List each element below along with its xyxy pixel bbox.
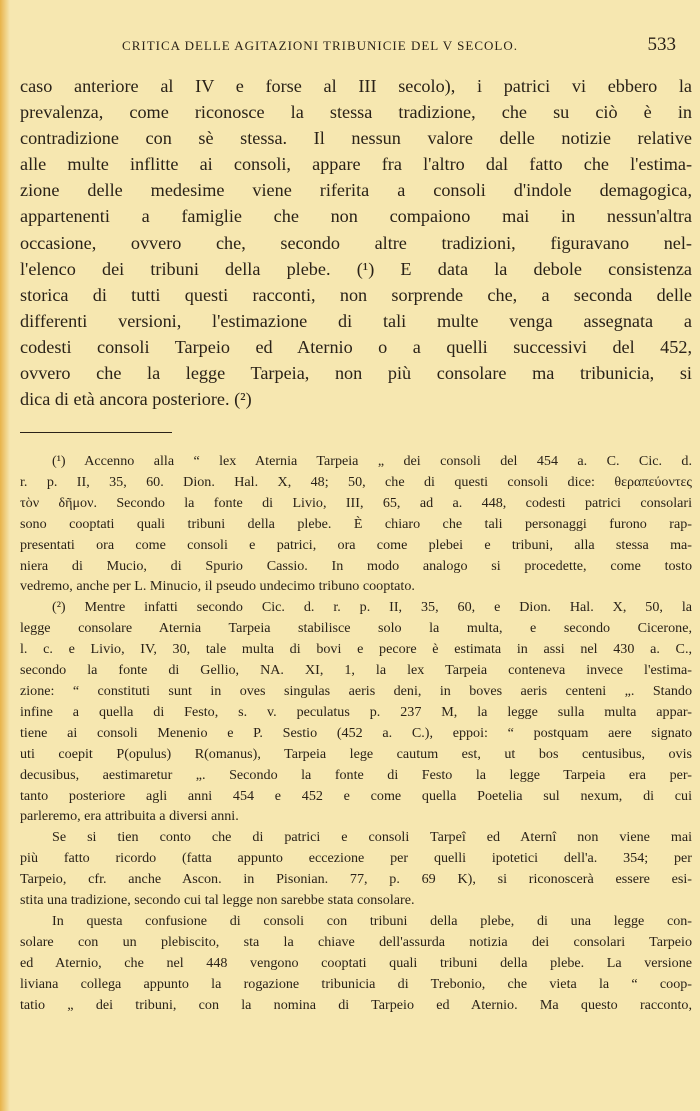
footnote-2-line: In questa confusione di consoli con tribuni della plebe, di una legge con- — [52, 912, 692, 929]
text-line: occasione, ovvero che, secondo altre tradizioni, figuravano nel- — [20, 232, 692, 253]
main-text — [20, 73, 692, 412]
text-line: differenti versioni, l'estimazione di tali multe venga assegnata a — [20, 310, 692, 331]
footnote-2-line: tatio „ dei tribuni, con la nomina di Tarpeio ed Aternio. Ma questo racconto, — [20, 996, 692, 1013]
text-line: codesti consoli Tarpeio ed Aternio o a quelli successivi del 452, — [20, 336, 692, 357]
footnote-2-line: decusibus, aestimaretur „. Secondo la fonte di Festo la legge Tarpeia era per- — [20, 766, 692, 783]
page-header — [20, 34, 680, 58]
running-title: CRITICA DELLE AGITAZIONI TRIBUNICIE DEL V SECOLO. — [122, 38, 518, 53]
footnote-1-line: presentati ora come consoli e patrici, ora come plebei e tribuni, alla stessa ma- — [20, 536, 692, 553]
footnote-2-line: liviana collega appunto la rogazione tribunicia di Trebonio, che vieta la “ coop- — [20, 975, 692, 992]
footnote-2-line: l. c. e Livio, IV, 30, tale multa di bovi e pecore è estimata in assi nel 430 a. C., — [20, 641, 692, 658]
footnote-2-line: stita una tradizione, secondo cui tal legge non sarebbe stata consolare. — [20, 892, 415, 909]
text-line: alle multe inflitte ai consoli, appare fra l'altro dal fatto che l'estima- — [20, 154, 692, 175]
footnotes — [20, 451, 692, 1015]
footnote-1-line: sono cooptati quali tribuni della plebe. È chiaro che tali personaggi furono rap- — [20, 515, 692, 532]
text-line: storica di tutti questi racconti, non sorprende che, a seconda delle — [20, 284, 692, 305]
text-line: l'elenco dei tribuni della plebe. (¹) E data la debole consistenza — [20, 258, 692, 279]
footnote-2-line: ed Aternio, che nel 448 vengono cooptati quali tribuni della plebe. La versione — [20, 954, 692, 971]
footnote-1-line: r. p. II, 35, 60. Dion. Hal. X, 48; 50, che di questi consoli dice: θεραπεύοντες — [20, 473, 692, 490]
text-line: contradizione con sè stessa. Il nessun valore delle notizie relative — [20, 128, 692, 149]
footnote-1-line: vedremo, anche per L. Minucio, il pseudo undecimo tribuno cooptato. — [20, 578, 415, 595]
footnote-1-line: τὸν δῆμον. Secondo la fonte di Livio, III, 65, ad a. 448, codesti patrici consolari — [20, 494, 692, 511]
page-number: 533 — [647, 34, 676, 55]
text-line: appartenenti a famiglie che non compaiono mai in nessun'altra — [20, 206, 692, 227]
footnote-separator — [20, 432, 172, 433]
footnote-2-line: (²) Mentre infatti secondo Cic. d. r. p. II, 35, 60, e Dion. Hal. X, 50, la — [52, 599, 692, 616]
footnote-1-line: niera di Mucio, di Spurio Cassio. In modo analogo si procedette, come tosto — [20, 557, 692, 574]
footnote-2-line: zione: “ constituti sunt in oves singulas aeris deni, in boves aeris centeni „. Stando — [20, 682, 692, 699]
footnote-2-line: più fatto ricordo (fatta appunto eccezione per quelli ipotetici dell'a. 354; per — [20, 850, 692, 867]
text-line: ovvero che la legge Tarpeia, non più consolare ma tribunicia, si — [20, 363, 692, 384]
footnote-2-line: infine a quella di Festo, s. v. peculatus p. 237 M, la legge sulla multa appar- — [20, 703, 692, 720]
text-line: caso anteriore al IV e forse al III secolo), i patrici vi ebbero la — [20, 76, 692, 96]
footnote-2-line: parleremo, era attribuita a diversi anni. — [20, 808, 239, 825]
footnote-2-line: secondo la fonte di Gellio, NA. XI, 1, la lex Tarpeia conteneva invece l'estima- — [20, 662, 692, 679]
text-line: prevalenza, come riconosce la stessa tradizione, che su ciò è in — [20, 102, 692, 123]
footnote-2-line: legge consolare Aternia Tarpeia stabilisce solo la multa, e secondo Cicerone, — [20, 620, 692, 637]
footnote-1-line: (¹) Accenno alla “ lex Aternia Tarpeia „ dei consoli del 454 a. C. Cic. d. — [52, 453, 692, 469]
footnote-2-line: Tarpeio, cfr. anche Ascon. in Pisonian. 77, p. 69 K), si riconoscerà essere esi- — [20, 871, 692, 888]
text-line: zione delle medesime viene riferita a consoli d'indole demagogica, — [20, 180, 692, 201]
footnote-2-line: tanto posteriore agli anni 454 e 452 e come quella Poetelia sul nexum, di cui — [20, 787, 692, 804]
page-edge-shadow — [0, 0, 10, 1111]
footnote-2-line: uti coepit P(opulus) R(omanus), Tarpeia lege cautum est, ut bos centusibus, ovis — [20, 745, 692, 762]
footnote-2-line: tiene ai consoli Menenio e P. Sestio (452 a. C.), eppoi: “ postquam aere signato — [20, 724, 692, 741]
text-line: dica di età ancora posteriore. (²) — [20, 389, 252, 410]
footnote-2-line: solare con un plebiscito, sta la chiave dell'assurda notizia dei consolari Tarpeio — [20, 933, 692, 950]
footnote-2-line: Se si tien conto che di patrici e consoli Tarpeî ed Aternî non viene mai — [52, 829, 692, 846]
